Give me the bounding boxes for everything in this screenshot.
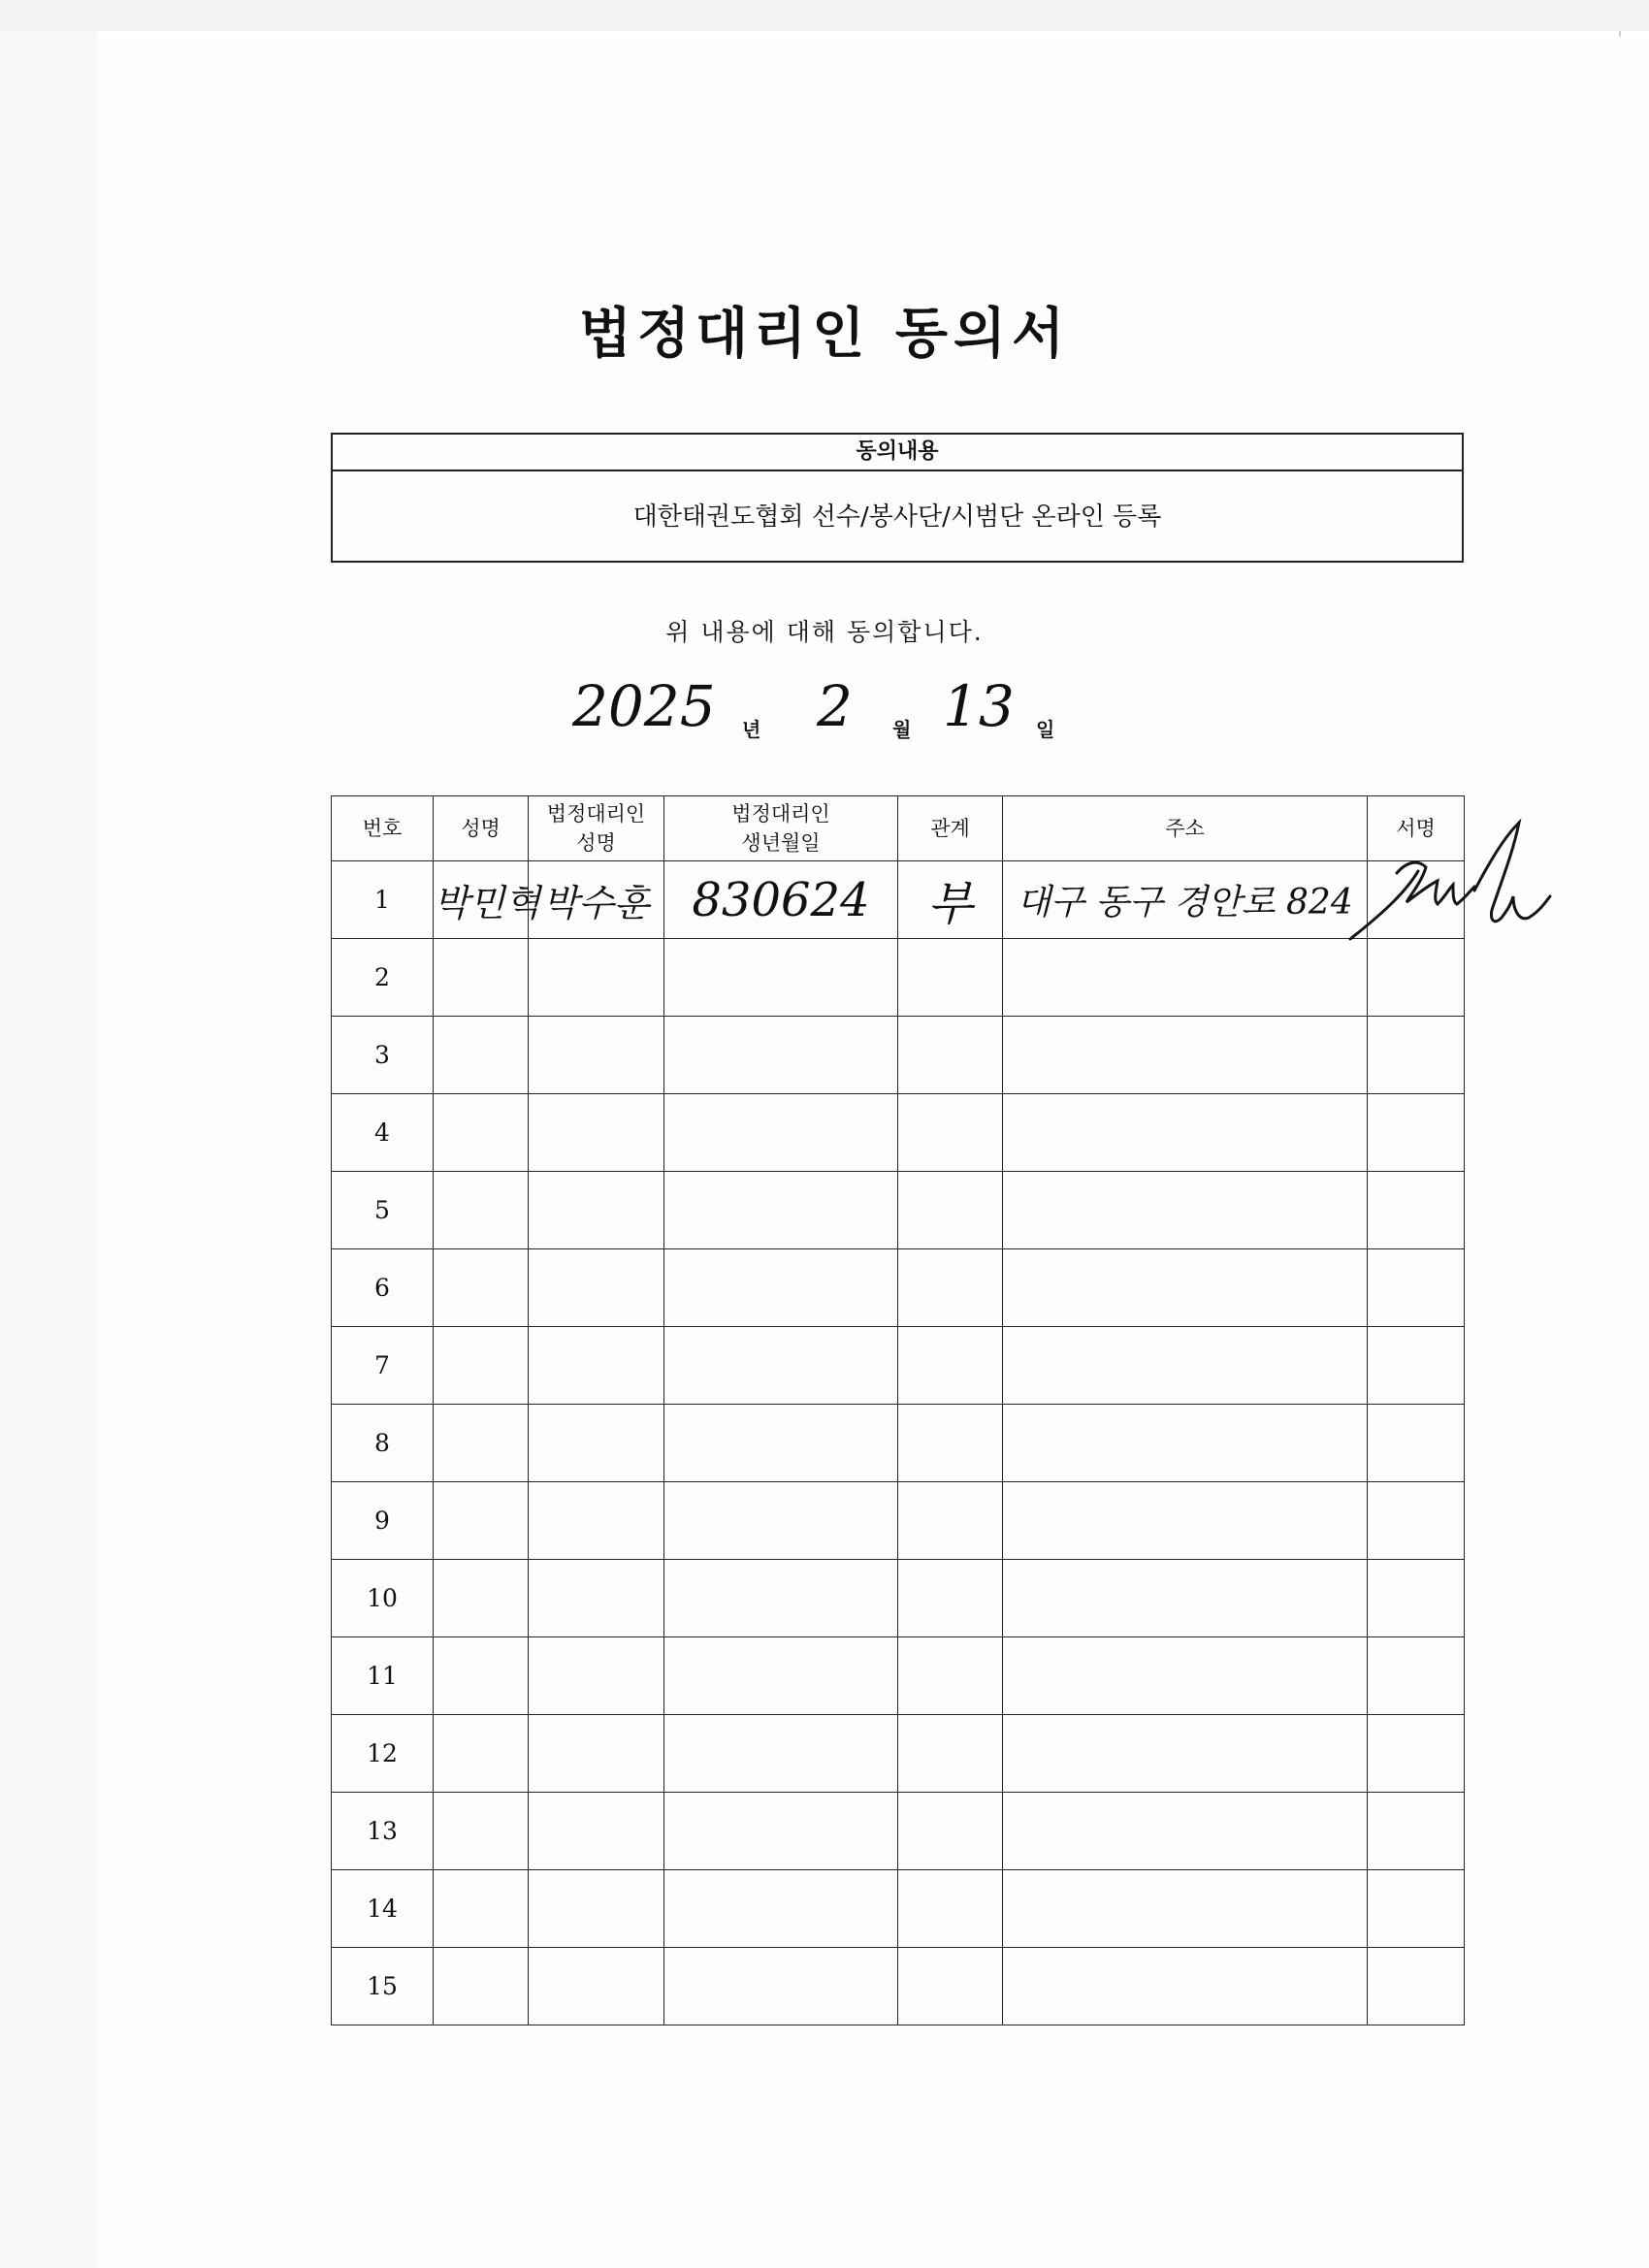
handwritten-guardian-dob: 830624 <box>692 872 870 927</box>
header-signature: 서명 <box>1368 796 1465 861</box>
header-address: 주소 <box>1003 796 1368 861</box>
table-row <box>332 1405 1465 1482</box>
header-guardian-dob-line2: 생년월일 <box>741 831 821 855</box>
cell-relation <box>898 1094 1003 1172</box>
date-year-handwritten: 2025 <box>572 673 716 739</box>
cell-number: 2 <box>332 939 434 1017</box>
cell-name <box>434 861 541 939</box>
cell-guardian-name <box>529 1405 664 1482</box>
cell-guardian-name <box>529 1715 664 1793</box>
table-row <box>332 1637 1465 1715</box>
cell-guardian-dob <box>664 1948 898 2025</box>
table-row <box>332 861 1465 939</box>
cell-relation <box>898 1560 1003 1637</box>
cell-guardian-name <box>529 861 664 939</box>
cell-guardian-name <box>529 1094 664 1172</box>
table-row <box>332 939 1465 1017</box>
date-month-handwritten: 2 <box>817 673 853 739</box>
cell-number: 6 <box>332 1249 434 1327</box>
header-guardian-name-line1: 법정대리인 <box>546 802 646 826</box>
cell-guardian-name <box>529 1870 664 1948</box>
table-row <box>332 1249 1465 1327</box>
cell-guardian-name <box>529 939 664 1017</box>
handwritten-relation: 부 <box>927 877 973 931</box>
cell-signature <box>1368 939 1465 1017</box>
cell-guardian-dob <box>664 939 898 1017</box>
cell-signature <box>1368 1405 1465 1482</box>
cell-guardian-name <box>529 1948 664 2025</box>
date-year-unit: 년 <box>742 718 761 741</box>
cell-name <box>434 1172 529 1249</box>
signing-date <box>563 669 1106 766</box>
cell-address <box>1003 1715 1368 1793</box>
date-day-unit: 일 <box>1036 718 1055 741</box>
cell-guardian-name <box>529 1482 664 1560</box>
cell-address <box>1003 1560 1368 1637</box>
cell-signature <box>1368 1715 1465 1793</box>
cell-signature <box>1368 1172 1465 1249</box>
table-row <box>332 1560 1465 1637</box>
guardian-table <box>331 795 1465 2025</box>
cell-number: 15 <box>332 1948 434 2025</box>
cell-number: 3 <box>332 1017 434 1094</box>
cell-signature <box>1368 1482 1465 1560</box>
cell-guardian-name <box>529 1017 664 1094</box>
cell-guardian-name <box>529 1327 664 1405</box>
cell-guardian-dob <box>664 1482 898 1560</box>
cell-guardian-name <box>529 1249 664 1327</box>
cell-relation <box>898 1793 1003 1870</box>
cell-guardian-name <box>529 1637 664 1715</box>
cell-relation <box>898 939 1003 1017</box>
cell-guardian-dob <box>664 1327 898 1405</box>
cell-guardian-dob <box>664 1405 898 1482</box>
cell-signature <box>1368 1560 1465 1637</box>
cell-address <box>1003 1637 1368 1715</box>
handwritten-address: 대구 동구 경안로 824 <box>1017 883 1353 923</box>
cell-number: 5 <box>332 1172 434 1249</box>
table-row <box>332 1172 1465 1249</box>
cell-number: 14 <box>332 1870 434 1948</box>
cell-guardian-name <box>529 1793 664 1870</box>
cell-signature <box>1368 1793 1465 1870</box>
header-name: 성명 <box>434 796 529 861</box>
cell-relation <box>898 1482 1003 1560</box>
cell-signature <box>1368 1870 1465 1948</box>
table-row <box>332 1482 1465 1560</box>
cell-guardian-dob <box>664 1793 898 1870</box>
cell-address <box>1003 1249 1368 1327</box>
table-row <box>332 1094 1465 1172</box>
cell-relation <box>898 1327 1003 1405</box>
header-relation: 관계 <box>898 796 1003 861</box>
cell-name <box>434 1948 529 2025</box>
cell-relation <box>898 1017 1003 1094</box>
cell-number: 10 <box>332 1560 434 1637</box>
handwritten-name: 박민혁 <box>434 882 541 924</box>
cell-guardian-dob <box>664 1715 898 1793</box>
cell-name <box>434 1715 529 1793</box>
cell-signature <box>1368 1948 1465 2025</box>
cell-address <box>1003 1405 1368 1482</box>
cell-name <box>434 1405 529 1482</box>
cell-relation <box>898 861 1003 939</box>
handwritten-guardian-name: 박수훈 <box>542 882 650 924</box>
cell-guardian-dob <box>664 1637 898 1715</box>
cell-relation <box>898 1715 1003 1793</box>
cell-address <box>1003 1870 1368 1948</box>
cell-guardian-dob <box>664 1017 898 1094</box>
cell-name <box>434 1017 529 1094</box>
header-guardian-dob-line1: 법정대리인 <box>731 802 830 826</box>
cell-guardian-dob <box>664 1094 898 1172</box>
cell-number: 8 <box>332 1405 434 1482</box>
cell-guardian-name <box>529 1172 664 1249</box>
cell-signature <box>1368 861 1465 939</box>
table-body <box>332 861 1465 2025</box>
cell-number: 12 <box>332 1715 434 1793</box>
header-number: 번호 <box>332 796 434 861</box>
cell-address <box>1003 861 1368 939</box>
cell-signature <box>1368 1327 1465 1405</box>
cell-address <box>1003 1172 1368 1249</box>
consent-content: 대한태권도협회 선수/봉사단/시범단 온라인 등록 <box>632 502 1162 532</box>
cell-name <box>434 1870 529 1948</box>
cell-name <box>434 1560 529 1637</box>
cell-name <box>434 1249 529 1327</box>
cell-address <box>1003 1327 1368 1405</box>
cell-guardian-dob <box>664 1172 898 1249</box>
table-row <box>332 1870 1465 1948</box>
cell-name <box>434 1327 529 1405</box>
cell-number: 13 <box>332 1793 434 1870</box>
cell-address <box>1003 1094 1368 1172</box>
cell-signature <box>1368 1249 1465 1327</box>
cell-signature <box>1368 1017 1465 1094</box>
cell-guardian-dob <box>664 1249 898 1327</box>
document-title: 법정대리인 동의서 <box>578 303 1071 366</box>
consent-box <box>331 433 1464 563</box>
table-row <box>332 1715 1465 1793</box>
header-guardian-dob <box>664 796 898 861</box>
cell-relation <box>898 1870 1003 1948</box>
cell-guardian-name <box>529 1560 664 1637</box>
date-day-handwritten: 13 <box>943 673 1015 739</box>
table-row <box>332 1793 1465 1870</box>
cell-guardian-dob <box>664 861 898 939</box>
cell-number: 9 <box>332 1482 434 1560</box>
cell-relation <box>898 1172 1003 1249</box>
header-guardian-name <box>529 796 664 861</box>
cell-relation <box>898 1405 1003 1482</box>
header-guardian-name-line2: 성명 <box>576 831 616 855</box>
cell-guardian-dob <box>664 1870 898 1948</box>
cell-number: 4 <box>332 1094 434 1172</box>
cell-address <box>1003 939 1368 1017</box>
cell-number: 1 <box>332 861 434 939</box>
cell-signature <box>1368 1637 1465 1715</box>
cell-address <box>1003 1482 1368 1560</box>
cell-number: 7 <box>332 1327 434 1405</box>
cell-address <box>1003 1948 1368 2025</box>
cell-address <box>1003 1017 1368 1094</box>
cell-relation <box>898 1249 1003 1327</box>
cell-name <box>434 1793 529 1870</box>
cell-relation <box>898 1637 1003 1715</box>
cell-address <box>1003 1793 1368 1870</box>
table-header-row <box>332 796 1465 861</box>
cell-signature <box>1368 1094 1465 1172</box>
table-row <box>332 1948 1465 2025</box>
cell-name <box>434 1094 529 1172</box>
agreement-statement: 위 내용에 대해 동의합니다. <box>665 618 984 646</box>
cell-name <box>434 939 529 1017</box>
cell-number: 11 <box>332 1637 434 1715</box>
cell-name <box>434 1482 529 1560</box>
table-row <box>332 1017 1465 1094</box>
table-row <box>332 1327 1465 1405</box>
cell-relation <box>898 1948 1003 2025</box>
cell-guardian-dob <box>664 1560 898 1637</box>
cell-name <box>434 1637 529 1715</box>
consent-heading: 동의내용 <box>333 435 1462 471</box>
date-month-unit: 월 <box>892 718 912 741</box>
